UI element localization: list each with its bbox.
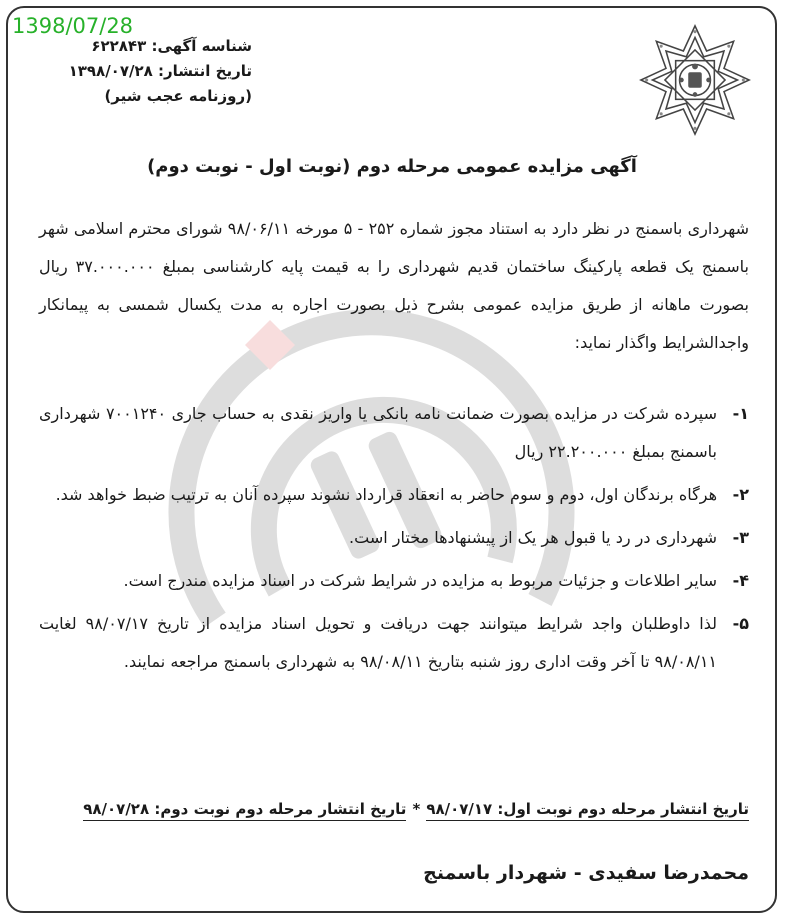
conditions-list [39,395,749,686]
date-stamp: 1398/07/28 [12,14,134,38]
item-text: سایر اطلاعات و جزئیات مربوط به مزایده در شرایط شرکت در اسناد مزایده مندرج است. [123,571,717,590]
ad-title: آگهی مزایده عمومی مرحله دوم (نوبت اول - نوبت دوم) [147,156,637,177]
item-number: ۲- [732,485,749,504]
list-item [39,476,749,514]
newspaper-name: (روزنامه عجب شیر) [104,87,252,105]
ad-id: شناسه آگهی: ۶۲۲۸۴۳ [91,37,252,55]
item-number: ۵- [732,614,749,633]
item-text: لذا داوطلبان واجد شرایط میتوانند جهت دریافت و تحویل اسناد مزایده از تاریخ ۹۸/۰۷/۱۷ لغایت ۹۸/۰۸/۱۱ تا آخر وقت اداری روز شنبه بتاریخ ۹۸/۰۸/۱۱ به شهرداری باسمنج مراجعه نمایند. [39,614,718,671]
date-separator: * [412,800,421,818]
municipality-emblem-icon [637,22,753,138]
item-text: شهرداری در رد یا قبول هر یک از پیشنهادها مختار است. [349,528,717,547]
ad-header [12,34,252,109]
list-item [39,519,749,557]
item-text: هرگاه برندگان اول، دوم و سوم حاضر به انعقاد قرارداد نشوند سپرده آنان به ترتیب ضبط خواهد شد. [55,485,717,504]
intro-paragraph: شهرداری باسمنج در نظر دارد به استناد مجوز شماره ۲۵۲ - ۵ مورخه ۹۸/۰۶/۱۱ شورای محترم اسلامی شهر باسمنج یک قطعه پارکینگ ساختمان قدیم شهرداری را به قیمت پایه کارشناسی بمبلغ ۳۷.۰۰۰.۰۰۰ ریال بصورت ماهانه از طریق مزایده عمومی بشرح ذیل بصورت اجاره به مدت یکسال شمسی به پیمانکار واجدالشرایط واگذار نماید: [39,219,750,352]
list-item [39,562,749,600]
publication-dates [37,800,749,821]
item-number: ۴- [732,571,749,590]
list-item [39,605,749,681]
item-number: ۱- [732,404,749,423]
item-text: سپرده شرکت در مزایده بصورت ضمانت نامه بانکی یا واریز نقدی به حساب جاری ۷۰۰۱۲۴۰ شهرداری باسمنج بمبلغ ۲۲.۲۰۰.۰۰۰ ریال [39,404,718,461]
item-number: ۳- [732,528,749,547]
list-item [39,395,749,471]
first-publication-date: تاریخ انتشار مرحله دوم نوبت اول: ۹۸/۰۷/۱۷ [426,800,749,821]
publish-date: تاریخ انتشار: ۱۳۹۸/۰۷/۲۸ [68,62,252,80]
signature: محمدرضا سفیدی - شهردار باسمنج [423,862,749,884]
second-publication-date: تاریخ انتشار مرحله دوم نوبت دوم: ۹۸/۰۷/۲۸ [83,800,406,821]
